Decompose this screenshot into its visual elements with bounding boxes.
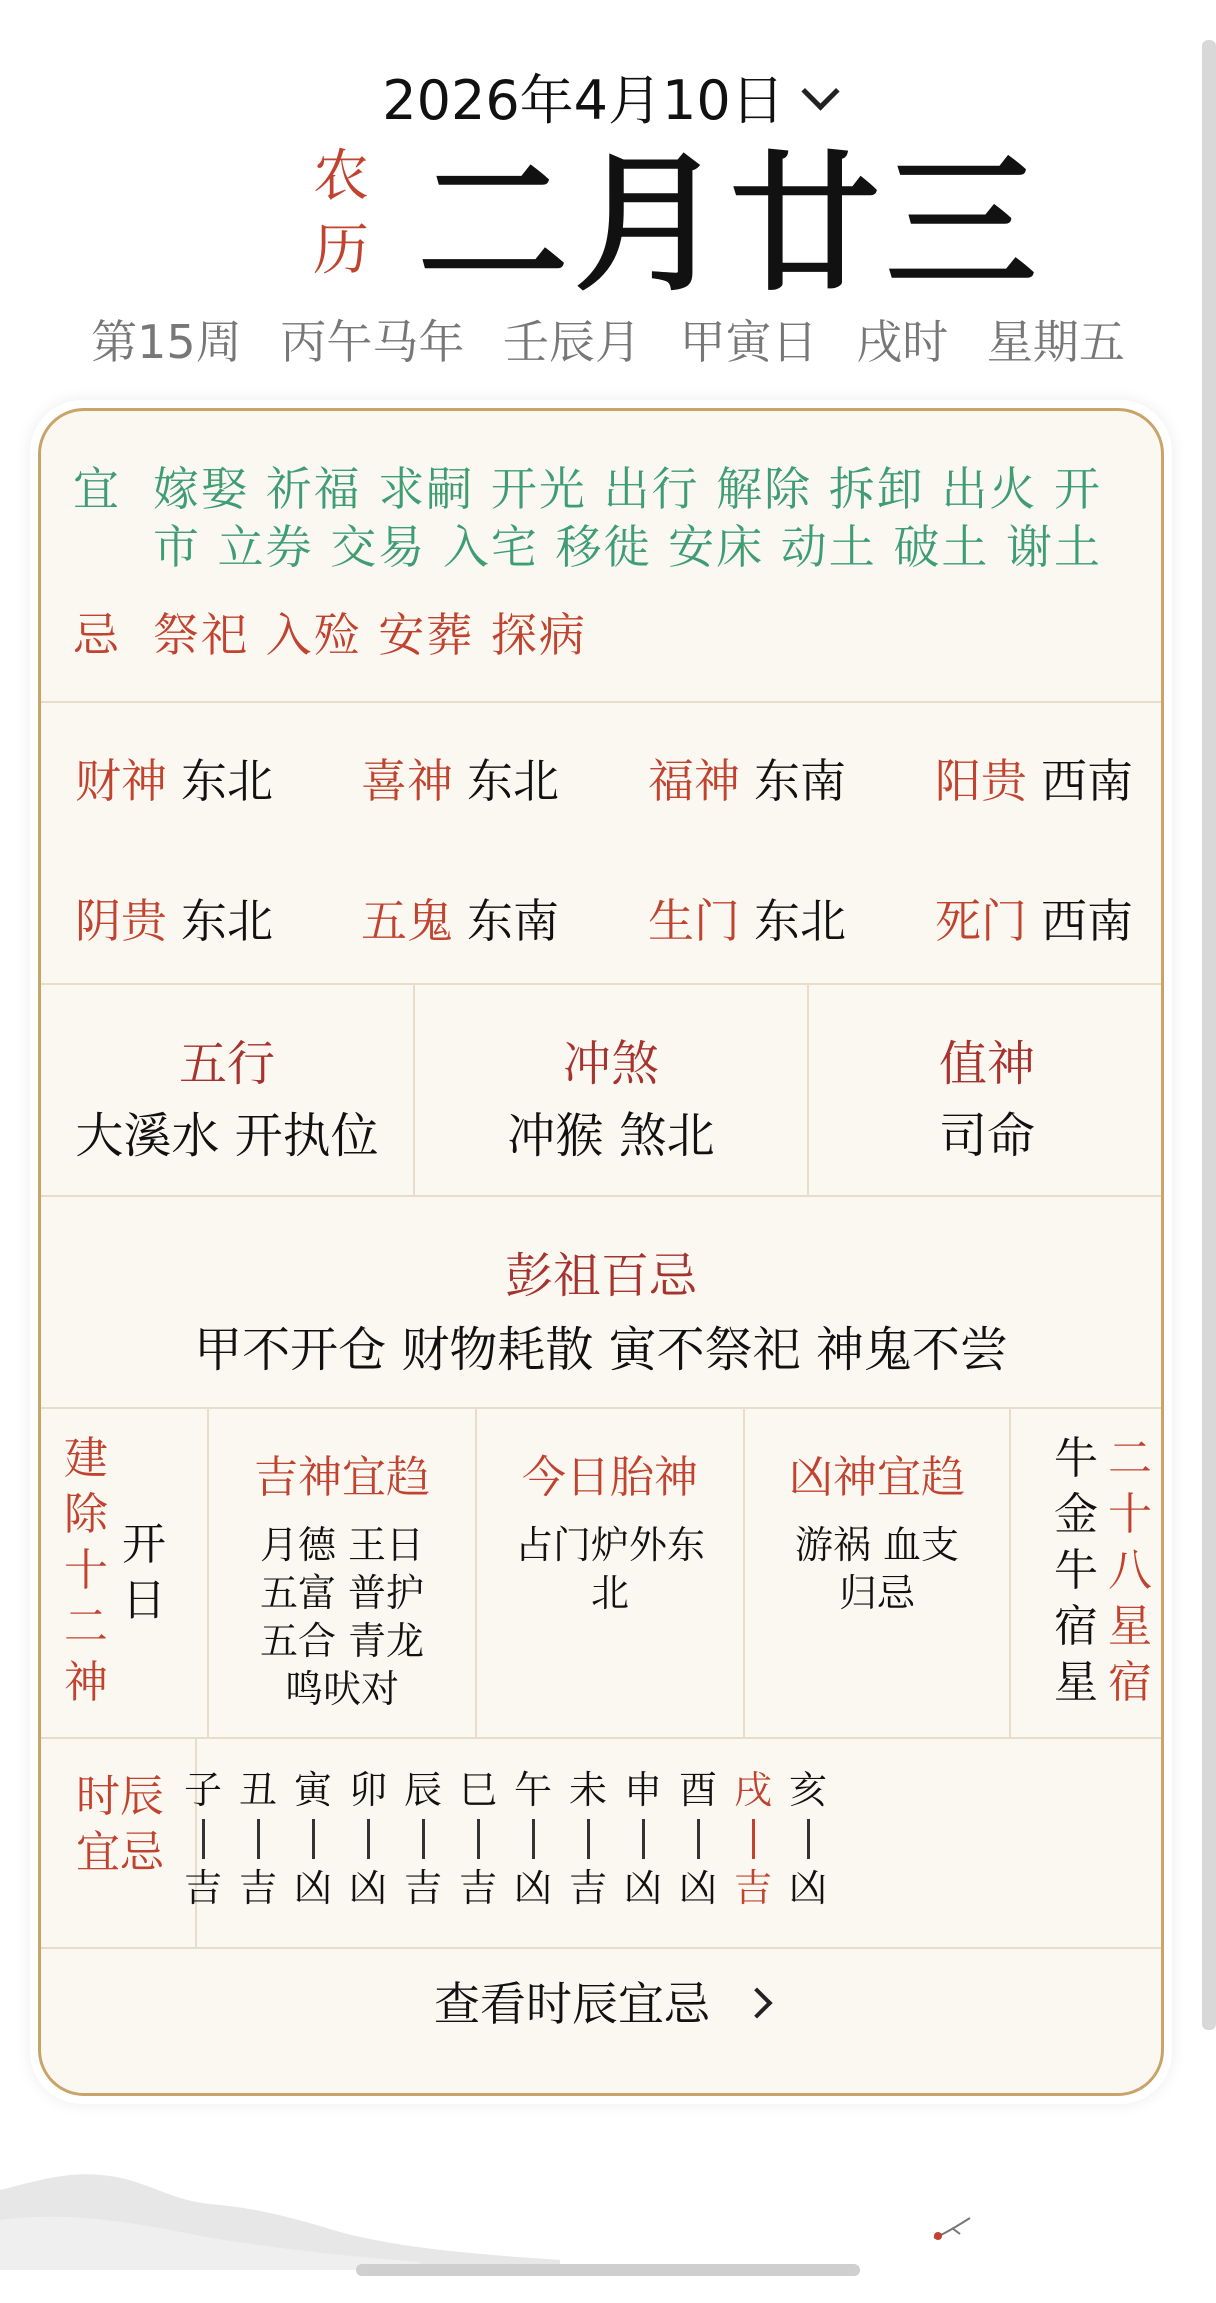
hour-name: 丑 bbox=[238, 1768, 277, 1812]
hour-luck: 吉 bbox=[733, 1866, 772, 1910]
direction-yingui: 阴贵 东北 bbox=[75, 894, 273, 948]
ji-text: 祭祀 入殓 安葬 探病 bbox=[153, 608, 587, 662]
almanac-card bbox=[38, 408, 1164, 2096]
hour-divider bbox=[587, 1819, 590, 1859]
chevron-down-icon bbox=[801, 72, 839, 110]
current-hour: 戌时 bbox=[856, 315, 949, 369]
hour-name: 辰 bbox=[403, 1768, 442, 1812]
hour-luck: 凶 bbox=[678, 1866, 717, 1910]
hour-item[interactable] bbox=[505, 1765, 561, 1913]
hour-divider bbox=[202, 1819, 205, 1859]
hour-luck: 凶 bbox=[293, 1866, 332, 1910]
date-text: 2026年4月10日 bbox=[382, 69, 785, 132]
yi-label: 宜 bbox=[73, 462, 119, 516]
hour-divider bbox=[477, 1819, 480, 1859]
hour-name: 卯 bbox=[348, 1768, 387, 1812]
chevron-right-icon bbox=[741, 1987, 772, 2018]
hour-divider bbox=[642, 1819, 645, 1859]
month-ganzhi: 壬辰月 bbox=[502, 315, 641, 369]
lunar-tag-char: 历 bbox=[313, 218, 369, 283]
direction-wugui: 五鬼 东南 bbox=[361, 894, 559, 948]
hour-luck: 吉 bbox=[183, 1866, 222, 1910]
hour-name: 午 bbox=[513, 1768, 552, 1812]
plum-branch-icon bbox=[930, 2214, 978, 2244]
hour-divider bbox=[807, 1819, 810, 1859]
pengzu-title: 彭祖百忌 bbox=[504, 1248, 697, 1304]
chongsha-title: 冲煞 bbox=[562, 1036, 659, 1092]
ji-label: 忌 bbox=[73, 608, 119, 662]
lunar-date: 二月廿三 bbox=[418, 138, 1043, 312]
lunar-tag bbox=[306, 140, 376, 288]
jishen-list: 月德 王日 五富 普护 五合 青龙 鸣吠对 bbox=[259, 1523, 425, 1711]
wuxing-text: 大溪水 开执位 bbox=[75, 1108, 379, 1164]
hour-item[interactable] bbox=[670, 1765, 726, 1913]
hour-divider bbox=[422, 1819, 425, 1859]
zhishen-title: 值神 bbox=[938, 1036, 1035, 1092]
hour-item[interactable] bbox=[285, 1765, 341, 1913]
yi-text-line2: 市 立券 交易 入宅 移徙 安床 动土 破土 谢土 bbox=[153, 520, 1102, 574]
date-info-line bbox=[0, 306, 1216, 372]
pengzu-text: 甲不开仓 财物耗散 寅不祭祀 神鬼不尝 bbox=[194, 1322, 1008, 1378]
view-hours-button[interactable] bbox=[41, 1949, 1161, 2059]
week-number: 第15周 bbox=[91, 315, 242, 369]
date-selector[interactable] bbox=[0, 58, 1216, 135]
chongsha-text: 冲猴 煞北 bbox=[507, 1108, 715, 1164]
day-ganzhi: 甲寅日 bbox=[679, 315, 818, 369]
year-ganzhi: 丙午马年 bbox=[280, 315, 465, 369]
hour-item[interactable] bbox=[340, 1765, 396, 1913]
hour-luck: 吉 bbox=[458, 1866, 497, 1910]
hour-divider bbox=[257, 1819, 260, 1859]
hour-item[interactable] bbox=[780, 1765, 836, 1913]
view-hours-label: 查看时辰宜忌 bbox=[434, 1977, 710, 2031]
hour-item[interactable] bbox=[395, 1765, 451, 1913]
hour-item[interactable] bbox=[615, 1765, 671, 1913]
direction-shengmen: 生门 东北 bbox=[648, 894, 846, 948]
hour-luck: 凶 bbox=[788, 1866, 827, 1910]
hour-item[interactable] bbox=[725, 1765, 781, 1913]
hour-item[interactable] bbox=[175, 1765, 231, 1913]
hour-name: 戌 bbox=[733, 1768, 772, 1812]
hour-name: 寅 bbox=[293, 1768, 332, 1812]
hour-divider bbox=[367, 1819, 370, 1859]
direction-caishen: 财神 东北 bbox=[75, 754, 273, 808]
home-indicator[interactable] bbox=[356, 2264, 860, 2276]
yi-text-line1: 嫁娶 祈福 求嗣 开光 出行 解除 拆卸 出火 开 bbox=[153, 462, 1102, 516]
taishen-title: 今日胎神 bbox=[522, 1452, 698, 1503]
hour-divider bbox=[312, 1819, 315, 1859]
mountain-decoration bbox=[0, 2150, 560, 2270]
jianchu-title: 建 除 十 二 神 bbox=[64, 1433, 108, 1708]
zhishen-text: 司命 bbox=[938, 1108, 1035, 1164]
hours-title: 时辰 宜忌 bbox=[76, 1771, 164, 1878]
direction-fushen: 福神 东南 bbox=[648, 754, 846, 808]
xiongshen-list: 游祸 血支 归忌 bbox=[794, 1523, 960, 1615]
jianchu-value: 开 日 bbox=[122, 1519, 166, 1626]
hour-name: 亥 bbox=[788, 1768, 827, 1812]
hour-name: 子 bbox=[183, 1768, 222, 1812]
xingsu-title: 二 十 八 星 宿 bbox=[1108, 1433, 1152, 1708]
hour-item[interactable] bbox=[450, 1765, 506, 1913]
hour-name: 酉 bbox=[678, 1768, 717, 1812]
hour-luck: 吉 bbox=[568, 1866, 607, 1910]
hour-name: 巳 bbox=[458, 1768, 497, 1812]
taishen-text: 占门炉外东 北 bbox=[514, 1523, 705, 1615]
hour-item[interactable] bbox=[230, 1765, 286, 1913]
lunar-tag-char: 农 bbox=[313, 144, 369, 209]
wuxing-title: 五行 bbox=[178, 1036, 275, 1092]
hour-name: 未 bbox=[568, 1768, 607, 1812]
weekday: 星期五 bbox=[986, 315, 1125, 369]
hour-divider bbox=[532, 1819, 535, 1859]
hour-luck: 凶 bbox=[513, 1866, 552, 1910]
direction-simen: 死门 西南 bbox=[935, 894, 1133, 948]
hour-luck: 吉 bbox=[238, 1866, 277, 1910]
direction-xishen: 喜神 东北 bbox=[361, 754, 559, 808]
hour-luck: 凶 bbox=[623, 1866, 662, 1910]
direction-yanggui: 阳贵 西南 bbox=[935, 754, 1133, 808]
hour-divider bbox=[752, 1819, 755, 1859]
hour-item[interactable] bbox=[560, 1765, 616, 1913]
hour-divider bbox=[697, 1819, 700, 1859]
hour-luck: 吉 bbox=[403, 1866, 442, 1910]
hour-luck: 凶 bbox=[348, 1866, 387, 1910]
xiongshen-title: 凶神宜趋 bbox=[789, 1452, 965, 1503]
jishen-title: 吉神宜趋 bbox=[254, 1452, 430, 1503]
xingsu-value: 牛 金 牛 宿 星 bbox=[1054, 1433, 1098, 1708]
hour-name: 申 bbox=[623, 1768, 662, 1812]
